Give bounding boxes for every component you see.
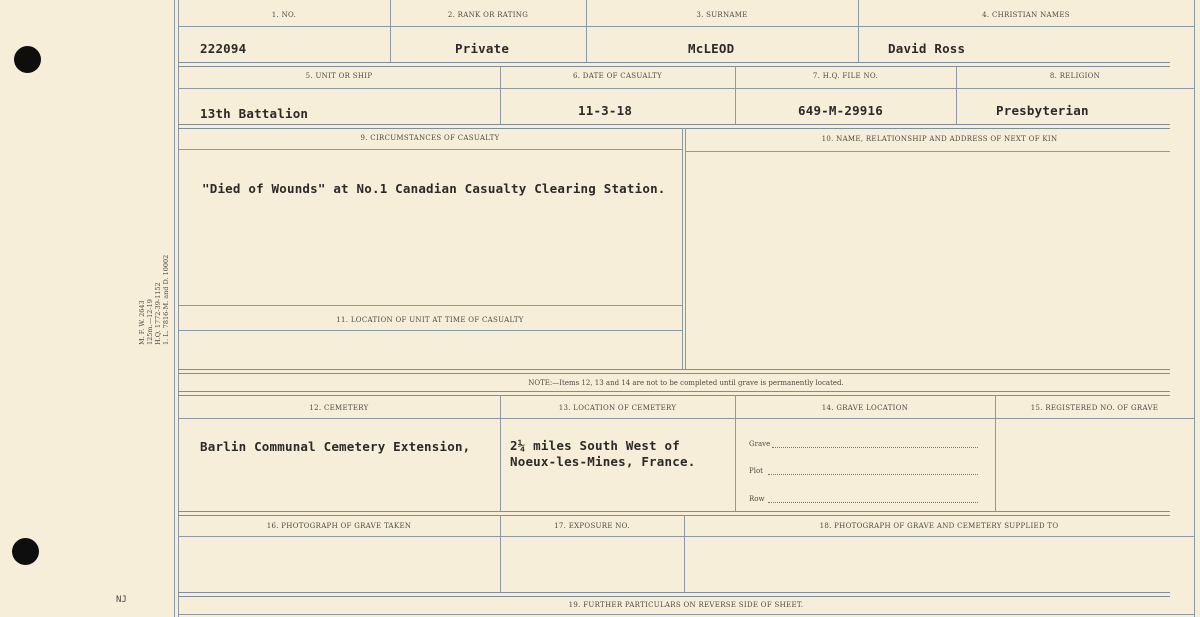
divider	[178, 26, 1194, 27]
divider	[390, 0, 391, 62]
label-exposure: 17. EXPOSURE NO.	[554, 522, 630, 530]
value-no: 222094	[200, 41, 247, 56]
label-date-casualty: 6. DATE OF CASUALTY	[572, 72, 663, 80]
printer-note-4: 1. L. 7816-M. and D. 10002	[162, 254, 170, 345]
label-surname: 3. SURNAME	[696, 11, 748, 19]
label-further: 19. FURTHER PARTICULARS ON REVERSE SIDE OF SHEET.	[568, 601, 804, 609]
divider	[682, 128, 683, 370]
row-line	[768, 502, 978, 503]
divider	[178, 149, 682, 150]
value-hq-file: 649-M-29916	[798, 103, 883, 118]
value-unit: 13th Battalion	[200, 106, 309, 121]
divider	[178, 391, 1170, 396]
divider	[685, 151, 1170, 152]
label-location-cemetery: 13. LOCATION OF CEMETERY	[558, 404, 677, 412]
initials: NJ	[116, 595, 127, 605]
label-photo-supplied: 18. PHOTOGRAPH OF GRAVE AND CEMETERY SUPPLIED TO	[819, 522, 1059, 530]
label-rank: 2. RANK OR RATING	[447, 11, 529, 19]
divider	[178, 88, 1194, 89]
label-grave: Grave	[749, 440, 771, 448]
value-cemetery: Barlin Communal Cemetery Extension,	[200, 439, 471, 454]
value-location-cemetery-1: 2¼ miles South West of	[510, 438, 680, 453]
value-christian-names: David Ross	[888, 41, 966, 56]
plot-line	[768, 474, 978, 475]
label-circumstances: 9. CIRCUMSTANCES OF CASUALTY	[360, 134, 500, 142]
value-date-casualty: 11-3-18	[578, 103, 633, 118]
divider	[178, 592, 1170, 597]
label-no: 1. NO.	[271, 11, 297, 19]
grave-line	[772, 447, 978, 448]
divider	[178, 511, 1170, 516]
divider	[586, 0, 587, 62]
printer-note-1: M. F. W. 2643	[138, 300, 146, 345]
label-religion: 8. RELIGION	[1049, 72, 1101, 80]
divider	[685, 128, 686, 370]
label-unit: 5. UNIT OR SHIP	[305, 72, 373, 80]
printer-note-2: 125m.—12-19	[146, 299, 154, 345]
divider	[178, 536, 1194, 537]
label-registered-no: 15. REGISTERED NO. OF GRAVE	[1030, 404, 1159, 412]
label-grave-location: 14. GRAVE LOCATION	[821, 404, 909, 412]
divider	[995, 395, 996, 511]
label-next-of-kin: 10. NAME, RELATIONSHIP AND ADDRESS OF NEXT OF KIN	[821, 135, 1058, 143]
value-surname: McLEOD	[688, 41, 735, 56]
printer-note-3: H.Q. 1772-39-1152	[154, 282, 162, 345]
divider	[178, 305, 682, 306]
divider	[178, 418, 1194, 419]
divider	[178, 124, 1170, 129]
value-religion: Presbyterian	[996, 103, 1089, 118]
divider	[178, 62, 1170, 67]
divider	[735, 395, 736, 511]
divider	[178, 369, 1170, 374]
label-plot: Plot	[749, 467, 763, 475]
divider	[500, 395, 501, 511]
value-rank: Private	[455, 41, 510, 56]
value-circumstances: "Died of Wounds" at No.1 Canadian Casualty Clearing Station.	[202, 181, 666, 196]
punch-hole-bottom	[12, 538, 39, 565]
label-row: Row	[749, 495, 765, 503]
divider	[178, 614, 1194, 615]
frame-left-border	[174, 0, 175, 617]
value-location-cemetery-2: Noeux-les-Mines, France.	[510, 454, 696, 469]
label-location-unit: 11. LOCATION OF UNIT AT TIME OF CASUALTY	[336, 316, 524, 324]
label-cemetery: 12. CEMETERY	[309, 404, 369, 412]
punch-hole-top	[14, 46, 41, 73]
label-christian-names: 4. CHRISTIAN NAMES	[982, 11, 1070, 19]
divider	[858, 0, 859, 62]
frame-right-border	[1194, 0, 1195, 617]
label-hq-file: 7. H.Q. FILE NO.	[812, 72, 879, 80]
note: NOTE:—Items 12, 13 and 14 are not to be completed until grave is permanently located.	[528, 379, 844, 387]
label-photo-taken: 16. PHOTOGRAPH OF GRAVE TAKEN	[266, 522, 412, 530]
divider	[178, 330, 682, 331]
